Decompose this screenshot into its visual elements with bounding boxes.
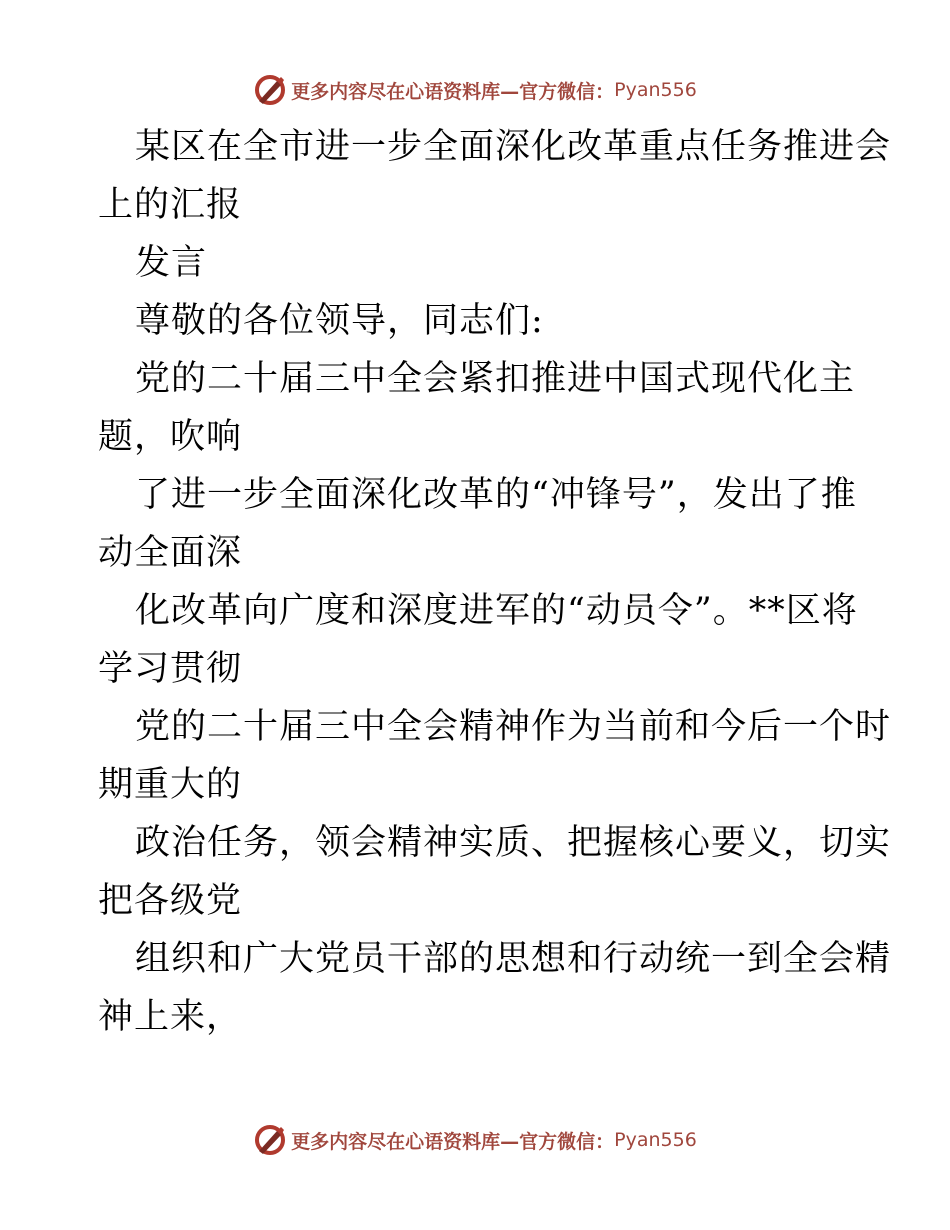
header-brand-id: Pyan556	[614, 79, 697, 101]
doc-title-line-2: 上的汇报	[98, 185, 243, 225]
doc-salutation: 尊敬的各位领导，同志们:	[135, 301, 544, 341]
pen-logo-icon	[253, 1123, 287, 1157]
doc-title-line-3: 发言	[135, 243, 208, 283]
footer-brand-text: 更多内容尽在心语资料库—官方微信：	[291, 1130, 615, 1153]
footer-brand-id: Pyan556	[614, 1129, 697, 1151]
doc-paragraph-line: 神上来，	[98, 997, 243, 1037]
doc-paragraph-line: 组织和广大党员干部的思想和行动统一到全会精	[135, 939, 892, 979]
document-body	[98, 118, 892, 1046]
doc-paragraph-line: 化改革向广度和深度进军的“动员令”。**区将	[135, 591, 858, 631]
pen-logo-icon	[253, 73, 287, 107]
doc-paragraph-line: 党的二十届三中全会紧扣推进中国式现代化主	[135, 359, 856, 399]
header-brand-bar	[0, 70, 950, 110]
doc-paragraph-line: 党的二十届三中全会精神作为当前和今后一个时	[135, 707, 892, 747]
doc-paragraph-line: 学习贯彻	[98, 649, 243, 689]
footer-brand-bar	[0, 1120, 950, 1160]
doc-paragraph-line: 把各级党	[98, 881, 243, 921]
doc-paragraph-line: 了进一步全面深化改革的“冲锋号”，发出了推	[135, 475, 857, 515]
doc-paragraph-line: 期重大的	[98, 765, 243, 805]
doc-paragraph-line: 题，吹响	[98, 417, 243, 457]
doc-paragraph-line: 政治任务，领会精神实质、把握核心要义，切实	[135, 823, 892, 863]
header-brand-text: 更多内容尽在心语资料库—官方微信：	[291, 80, 615, 103]
doc-paragraph-line: 动全面深	[98, 533, 243, 573]
doc-title-line-1: 某区在全市进一步全面深化改革重点任务推进会	[135, 127, 892, 167]
